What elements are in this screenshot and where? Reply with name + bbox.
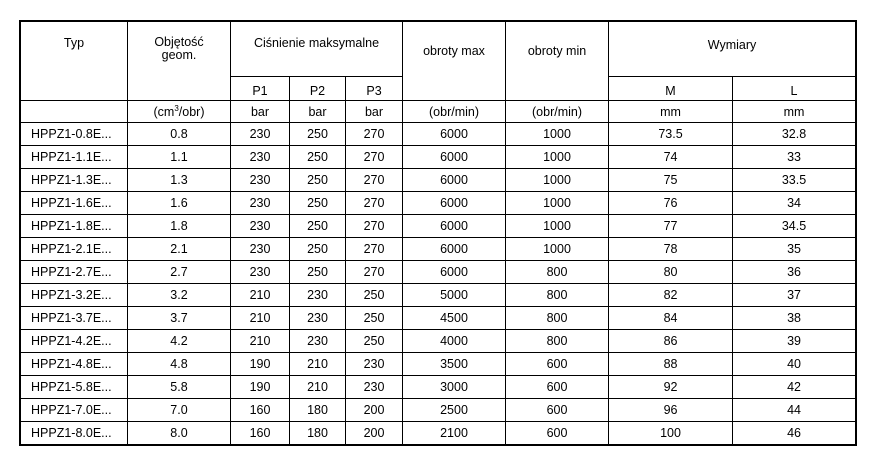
cell-obroty-max: 6000 bbox=[403, 169, 506, 192]
cell-typ: HPPZ1-2.1E... bbox=[21, 238, 128, 261]
cell-p1: 230 bbox=[231, 261, 290, 284]
cell-p1: 230 bbox=[231, 192, 290, 215]
cell-p1: 210 bbox=[231, 330, 290, 353]
cell-p2: 250 bbox=[290, 169, 346, 192]
cell-m: 80 bbox=[609, 261, 733, 284]
cell-p1: 160 bbox=[231, 422, 290, 445]
cell-p3: 250 bbox=[346, 307, 403, 330]
cell-objetosc: 0.8 bbox=[128, 123, 231, 146]
cell-p2: 230 bbox=[290, 307, 346, 330]
cell-objetosc: 1.6 bbox=[128, 192, 231, 215]
cell-typ: HPPZ1-1.1E... bbox=[21, 146, 128, 169]
unit-objetosc: $(cm^3/obr)$ bbox=[128, 101, 231, 123]
cell-m: 86 bbox=[609, 330, 733, 353]
header-obroty-min: obroty min bbox=[506, 22, 609, 101]
cell-p3: 230 bbox=[346, 376, 403, 399]
cell-p1: 210 bbox=[231, 307, 290, 330]
table-row bbox=[21, 215, 856, 238]
cell-objetosc: 7.0 bbox=[128, 399, 231, 422]
table-row bbox=[21, 169, 856, 192]
cell-objetosc: 2.7 bbox=[128, 261, 231, 284]
table-row bbox=[21, 192, 856, 215]
header-m: M bbox=[609, 77, 733, 101]
table-row bbox=[21, 307, 856, 330]
unit-m: mm bbox=[609, 101, 733, 123]
cell-p3: 270 bbox=[346, 238, 403, 261]
cell-p1: 230 bbox=[231, 123, 290, 146]
cell-obroty-min: 1000 bbox=[506, 192, 609, 215]
cell-l: 34.5 bbox=[733, 215, 856, 238]
cell-typ: HPPZ1-3.7E... bbox=[21, 307, 128, 330]
cell-p2: 250 bbox=[290, 123, 346, 146]
cell-p1: 230 bbox=[231, 238, 290, 261]
header-p1: P1 bbox=[231, 77, 290, 101]
cell-p1: 190 bbox=[231, 353, 290, 376]
table-row bbox=[21, 261, 856, 284]
header-objetosc-line2: geom. bbox=[161, 48, 197, 62]
cell-p2: 250 bbox=[290, 192, 346, 215]
units-row bbox=[21, 101, 856, 123]
cell-objetosc: 3.2 bbox=[128, 284, 231, 307]
cell-l: 46 bbox=[733, 422, 856, 445]
cell-m: 100 bbox=[609, 422, 733, 445]
table-row bbox=[21, 330, 856, 353]
header-objetosc bbox=[128, 22, 231, 101]
cell-typ: HPPZ1-1.8E... bbox=[21, 215, 128, 238]
header-row-top bbox=[21, 22, 856, 77]
cell-p2: 250 bbox=[290, 238, 346, 261]
cell-m: 84 bbox=[609, 307, 733, 330]
cell-objetosc: 4.2 bbox=[128, 330, 231, 353]
cell-objetosc: 2.1 bbox=[128, 238, 231, 261]
cell-obroty-max: 6000 bbox=[403, 123, 506, 146]
cell-l: 35 bbox=[733, 238, 856, 261]
unit-p1: bar bbox=[231, 101, 290, 123]
cell-typ: HPPZ1-5.8E... bbox=[21, 376, 128, 399]
cell-obroty-min: 1000 bbox=[506, 169, 609, 192]
cell-obroty-max: 6000 bbox=[403, 146, 506, 169]
cell-p3: 270 bbox=[346, 215, 403, 238]
cell-m: 92 bbox=[609, 376, 733, 399]
cell-m: 78 bbox=[609, 238, 733, 261]
cell-p1: 160 bbox=[231, 399, 290, 422]
unit-obroty-max: (obr/min) bbox=[403, 101, 506, 123]
cell-obroty-min: 600 bbox=[506, 376, 609, 399]
cell-l: 40 bbox=[733, 353, 856, 376]
pump-spec-table bbox=[20, 21, 856, 445]
cell-obroty-max: 2100 bbox=[403, 422, 506, 445]
unit-l: mm bbox=[733, 101, 856, 123]
cell-obroty-max: 5000 bbox=[403, 284, 506, 307]
cell-objetosc: 8.0 bbox=[128, 422, 231, 445]
table-row bbox=[21, 146, 856, 169]
cell-p3: 270 bbox=[346, 123, 403, 146]
cell-l: 32.8 bbox=[733, 123, 856, 146]
cell-p3: 200 bbox=[346, 422, 403, 445]
cell-obroty-max: 6000 bbox=[403, 238, 506, 261]
cell-objetosc: 3.7 bbox=[128, 307, 231, 330]
header-typ: Typ bbox=[21, 22, 128, 101]
cell-l: 37 bbox=[733, 284, 856, 307]
cell-p3: 230 bbox=[346, 353, 403, 376]
cell-m: 88 bbox=[609, 353, 733, 376]
cell-objetosc: 1.8 bbox=[128, 215, 231, 238]
cell-p3: 200 bbox=[346, 399, 403, 422]
header-objetosc-line1: Objętość bbox=[154, 35, 204, 49]
cell-obroty-min: 1000 bbox=[506, 238, 609, 261]
cell-typ: HPPZ1-3.2E... bbox=[21, 284, 128, 307]
cell-m: 73.5 bbox=[609, 123, 733, 146]
cell-obroty-min: 600 bbox=[506, 353, 609, 376]
header-l: L bbox=[733, 77, 856, 101]
cell-p1: 230 bbox=[231, 215, 290, 238]
cell-typ: HPPZ1-4.2E... bbox=[21, 330, 128, 353]
cell-obroty-max: 4500 bbox=[403, 307, 506, 330]
cell-obroty-min: 600 bbox=[506, 399, 609, 422]
cell-p2: 230 bbox=[290, 330, 346, 353]
cell-p2: 230 bbox=[290, 284, 346, 307]
cell-p2: 250 bbox=[290, 215, 346, 238]
cell-p1: 210 bbox=[231, 284, 290, 307]
cell-l: 38 bbox=[733, 307, 856, 330]
table-row bbox=[21, 422, 856, 445]
cell-l: 33 bbox=[733, 146, 856, 169]
cell-obroty-min: 600 bbox=[506, 422, 609, 445]
cell-objetosc: 5.8 bbox=[128, 376, 231, 399]
cell-obroty-min: 800 bbox=[506, 330, 609, 353]
cell-p3: 250 bbox=[346, 330, 403, 353]
unit-typ bbox=[21, 101, 128, 123]
cell-objetosc: 4.8 bbox=[128, 353, 231, 376]
cell-typ: HPPZ1-0.8E... bbox=[21, 123, 128, 146]
cell-obroty-max: 4000 bbox=[403, 330, 506, 353]
cell-objetosc: 1.3 bbox=[128, 169, 231, 192]
cell-obroty-max: 6000 bbox=[403, 261, 506, 284]
table-row bbox=[21, 284, 856, 307]
cell-p2: 180 bbox=[290, 399, 346, 422]
cell-l: 39 bbox=[733, 330, 856, 353]
cell-l: 34 bbox=[733, 192, 856, 215]
cell-m: 76 bbox=[609, 192, 733, 215]
header-obroty-max: obroty max bbox=[403, 22, 506, 101]
cell-obroty-min: 1000 bbox=[506, 146, 609, 169]
cell-p1: 230 bbox=[231, 169, 290, 192]
cell-obroty-min: 800 bbox=[506, 307, 609, 330]
table-row bbox=[21, 238, 856, 261]
unit-p3: bar bbox=[346, 101, 403, 123]
cell-p3: 270 bbox=[346, 261, 403, 284]
cell-p3: 250 bbox=[346, 284, 403, 307]
cell-p3: 270 bbox=[346, 169, 403, 192]
cell-p2: 180 bbox=[290, 422, 346, 445]
cell-l: 33.5 bbox=[733, 169, 856, 192]
cell-obroty-min: 1000 bbox=[506, 215, 609, 238]
table-row bbox=[21, 376, 856, 399]
cell-objetosc: 1.1 bbox=[128, 146, 231, 169]
table-row bbox=[21, 399, 856, 422]
cell-l: 44 bbox=[733, 399, 856, 422]
cell-m: 77 bbox=[609, 215, 733, 238]
cell-obroty-min: 800 bbox=[506, 261, 609, 284]
unit-p2: bar bbox=[290, 101, 346, 123]
header-cisnienie: Ciśnienie maksymalne bbox=[231, 22, 403, 77]
cell-obroty-max: 6000 bbox=[403, 215, 506, 238]
cell-m: 96 bbox=[609, 399, 733, 422]
cell-m: 82 bbox=[609, 284, 733, 307]
cell-l: 42 bbox=[733, 376, 856, 399]
cell-typ: HPPZ1-1.6E... bbox=[21, 192, 128, 215]
cell-p2: 210 bbox=[290, 376, 346, 399]
cell-m: 74 bbox=[609, 146, 733, 169]
cell-p2: 250 bbox=[290, 146, 346, 169]
cell-obroty-min: 800 bbox=[506, 284, 609, 307]
header-wymiary: Wymiary bbox=[609, 22, 856, 77]
cell-obroty-max: 2500 bbox=[403, 399, 506, 422]
cell-typ: HPPZ1-7.0E... bbox=[21, 399, 128, 422]
cell-l: 36 bbox=[733, 261, 856, 284]
cell-obroty-max: 3000 bbox=[403, 376, 506, 399]
cell-p1: 190 bbox=[231, 376, 290, 399]
table-row bbox=[21, 123, 856, 146]
header-p3: P3 bbox=[346, 77, 403, 101]
cell-typ: HPPZ1-1.3E... bbox=[21, 169, 128, 192]
cell-obroty-min: 1000 bbox=[506, 123, 609, 146]
cell-typ: HPPZ1-8.0E... bbox=[21, 422, 128, 445]
header-p2: P2 bbox=[290, 77, 346, 101]
cell-m: 75 bbox=[609, 169, 733, 192]
cell-obroty-max: 3500 bbox=[403, 353, 506, 376]
unit-obroty-min: (obr/min) bbox=[506, 101, 609, 123]
cell-p2: 210 bbox=[290, 353, 346, 376]
cell-p3: 270 bbox=[346, 146, 403, 169]
table-row bbox=[21, 353, 856, 376]
cell-typ: HPPZ1-4.8E... bbox=[21, 353, 128, 376]
cell-obroty-max: 6000 bbox=[403, 192, 506, 215]
cell-p1: 230 bbox=[231, 146, 290, 169]
cell-typ: HPPZ1-2.7E... bbox=[21, 261, 128, 284]
cell-p2: 250 bbox=[290, 261, 346, 284]
cell-p3: 270 bbox=[346, 192, 403, 215]
